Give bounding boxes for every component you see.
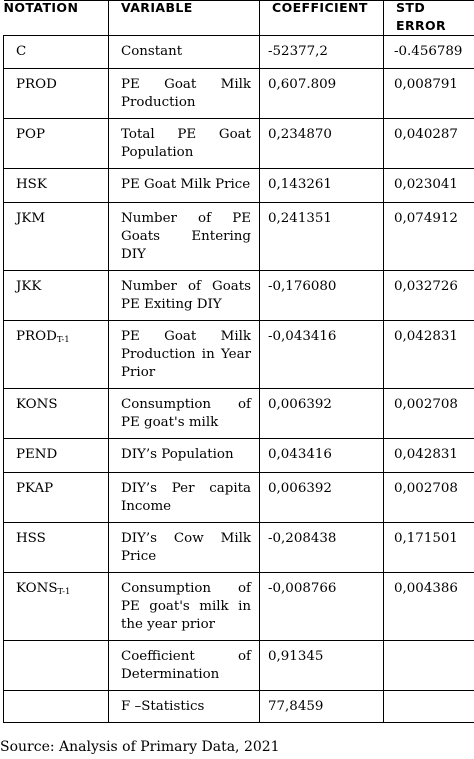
variable-cell: Total PE Goat Population: [109, 119, 260, 169]
coefficient-cell: 0,006392: [260, 473, 384, 523]
variable-cell: Consumption of PE goat's milk in the year prior: [109, 573, 260, 641]
header-coefficient: COEFFICIENT: [260, 1, 384, 36]
std-error-cell: 0,040287: [384, 119, 474, 169]
notation-text: POP: [16, 127, 45, 142]
table-row: [4, 119, 474, 169]
table-row: [4, 473, 474, 523]
table-row: [4, 523, 474, 573]
notation-cell: [4, 203, 109, 271]
notation-cell: [4, 641, 109, 691]
table-header-row: [4, 1, 474, 36]
notation-text: HSS: [16, 531, 46, 546]
coefficient-cell: 0,241351: [260, 203, 384, 271]
table-row: [4, 389, 474, 439]
header-notation: NOTATION: [4, 1, 109, 36]
notation-cell: [4, 69, 109, 119]
notation-text: C: [16, 44, 27, 59]
notation-cell: [4, 523, 109, 573]
coefficient-cell: 0,143261: [260, 169, 384, 203]
notation-text: HSK: [16, 177, 47, 192]
table-row: [4, 169, 474, 203]
coefficient-cell: -0,208438: [260, 523, 384, 573]
variable-cell: DIY’s Per capita Income: [109, 473, 260, 523]
coefficient-cell: -0,176080: [260, 271, 384, 321]
table-row: [4, 321, 474, 389]
notation-cell: [4, 271, 109, 321]
coefficient-cell: 0,91345: [260, 641, 384, 691]
source-note: Source: Analysis of Primary Data, 2021: [0, 739, 280, 755]
variable-cell: Coefficient of Determination: [109, 641, 260, 691]
notation-text: KONS: [16, 397, 58, 412]
notation-cell: [4, 691, 109, 723]
regression-table: [3, 0, 474, 723]
notation-cell: [4, 321, 109, 389]
coefficient-cell: -0,008766: [260, 573, 384, 641]
notation-text: PEND: [16, 447, 58, 462]
table-row: [4, 641, 474, 691]
std-error-cell: 0,002708: [384, 473, 474, 523]
notation-cell: [4, 389, 109, 439]
table-row: [4, 69, 474, 119]
variable-cell: Consumption of PE goat's milk: [109, 389, 260, 439]
std-error-cell: [384, 691, 474, 723]
coefficient-cell: -0,043416: [260, 321, 384, 389]
notation-cell: [4, 36, 109, 69]
variable-cell: Constant: [109, 36, 260, 69]
std-error-cell: -0.456789: [384, 36, 474, 69]
table-row: [4, 691, 474, 723]
std-error-cell: 0,074912: [384, 203, 474, 271]
notation-cell: [4, 119, 109, 169]
std-error-cell: 0,042831: [384, 439, 474, 473]
std-error-cell: 0,032726: [384, 271, 474, 321]
header-std-error: STD ERROR: [384, 1, 474, 36]
coefficient-cell: 0,234870: [260, 119, 384, 169]
table-row: [4, 439, 474, 473]
coefficient-cell: -52377,2: [260, 36, 384, 69]
coefficient-cell: 0,043416: [260, 439, 384, 473]
notation-subscript: T-1: [57, 587, 71, 597]
notation-text: PROD: [16, 329, 57, 344]
variable-cell: PE Goat Milk Production: [109, 69, 260, 119]
notation-text: JKM: [16, 211, 46, 226]
std-error-cell: 0,002708: [384, 389, 474, 439]
variable-cell: Number of PE Goats Entering DIY: [109, 203, 260, 271]
coefficient-cell: 0,006392: [260, 389, 384, 439]
std-error-cell: 0,171501: [384, 523, 474, 573]
notation-text: JKK: [16, 279, 42, 294]
header-variable: VARIABLE: [109, 1, 260, 36]
variable-cell: F –Statistics: [109, 691, 260, 723]
std-error-cell: [384, 641, 474, 691]
table-row: [4, 271, 474, 321]
variable-cell: DIY’s Population: [109, 439, 260, 473]
table-row: [4, 36, 474, 69]
notation-cell: [4, 473, 109, 523]
table-row: [4, 203, 474, 271]
notation-cell: [4, 439, 109, 473]
coefficient-cell: 77,8459: [260, 691, 384, 723]
notation-text: PROD: [16, 77, 57, 92]
notation-cell: [4, 573, 109, 641]
variable-cell: PE Goat Milk Production in Year Prior: [109, 321, 260, 389]
std-error-cell: 0,004386: [384, 573, 474, 641]
notation-text: KONS: [16, 581, 58, 596]
variable-cell: Number of Goats PE Exiting DIY: [109, 271, 260, 321]
coefficient-cell: 0,607.809: [260, 69, 384, 119]
std-error-cell: 0,042831: [384, 321, 474, 389]
std-error-cell: 0,023041: [384, 169, 474, 203]
notation-cell: [4, 169, 109, 203]
variable-cell: DIY’s Cow Milk Price: [109, 523, 260, 573]
notation-subscript: T-1: [56, 335, 70, 345]
notation-text: PKAP: [16, 481, 54, 496]
std-error-cell: 0,008791: [384, 69, 474, 119]
table-row: [4, 573, 474, 641]
variable-cell: PE Goat Milk Price: [109, 169, 260, 203]
